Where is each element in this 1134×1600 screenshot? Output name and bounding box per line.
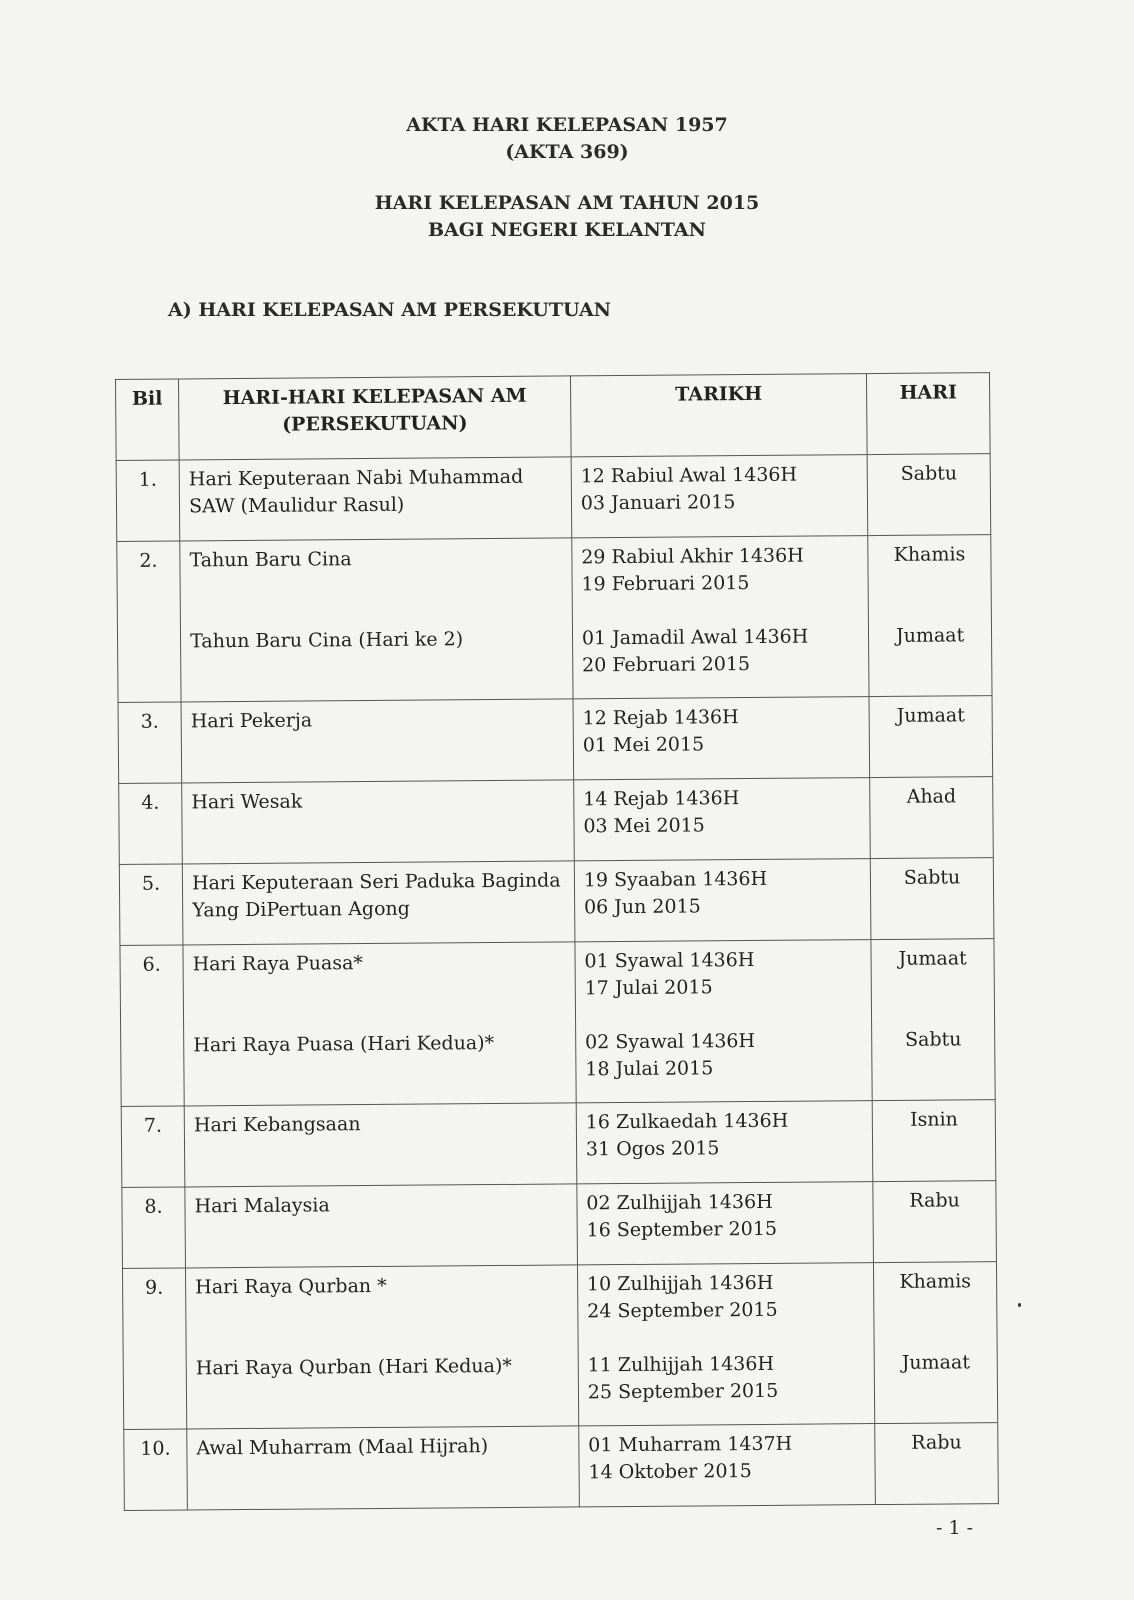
weekday: Khamis — [893, 543, 966, 566]
hijri-date: 01 Jamadil Awal 1436H — [581, 625, 809, 650]
weekday: Isnin — [909, 1108, 958, 1131]
hijri-date: 01 Muharram 1437H — [588, 1432, 793, 1457]
weekday: Sabtu — [905, 1028, 962, 1051]
holiday-name-cell — [182, 780, 574, 864]
holiday-name: Hari Pekerja — [190, 709, 313, 733]
table-header-row — [116, 373, 991, 461]
holiday-name: Hari Raya Qurban (Hari Kedua)* — [195, 1354, 512, 1380]
row-number: 4. — [119, 783, 183, 864]
holiday-date-cell — [573, 697, 870, 780]
holiday-name-cell — [181, 699, 573, 783]
holiday-table-body — [116, 454, 998, 1511]
weekday: Jumaat — [896, 704, 965, 727]
column-header-name-line1: HARI-HARI KELEPASAN AM — [222, 384, 527, 410]
table-row — [120, 939, 995, 1107]
row-number: 6. — [120, 945, 184, 1106]
hijri-date: 02 Syawal 1436H — [585, 1029, 756, 1054]
holiday-title: HARI KELEPASAN AM TAHUN 2015 — [374, 192, 760, 214]
holiday-date-cell — [572, 536, 870, 699]
holiday-date-cell — [576, 1101, 873, 1184]
hijri-date: 02 Zulhijjah 1436H — [586, 1190, 773, 1215]
holiday-name-cell — [186, 1265, 579, 1429]
gregorian-date: 24 September 2015 — [587, 1298, 778, 1323]
table-row — [121, 1100, 996, 1188]
weekday: Ahad — [906, 785, 957, 808]
holiday-name-cell — [179, 457, 571, 541]
holiday-name-cell — [180, 538, 573, 702]
holiday-name-cell — [184, 1103, 576, 1187]
hijri-date: 10 Zulhijjah 1436H — [586, 1271, 774, 1296]
holiday-name-line2: SAW (Maulidur Rasul) — [189, 493, 405, 518]
holiday-name: Hari Keputeraan Nabi Muhammad — [188, 465, 524, 491]
holiday-name: Hari Raya Qurban * — [195, 1274, 387, 1299]
weekday: Khamis — [899, 1270, 972, 1293]
row-number: 7. — [121, 1106, 185, 1187]
gregorian-date: 01 Mei 2015 — [582, 733, 705, 757]
gregorian-date: 31 Ogos 2015 — [585, 1137, 720, 1161]
row-number: 2. — [117, 541, 181, 702]
table-row — [118, 696, 993, 784]
holiday-name-line2: Yang DiPertuan Agong — [192, 897, 410, 922]
weekday: Jumaat — [895, 624, 965, 647]
holiday-name-cell — [187, 1426, 579, 1510]
table-row — [119, 858, 994, 946]
holiday-day-cell — [871, 939, 995, 1101]
act-title-block — [0, 112, 1134, 166]
holiday-name: Hari Keputeraan Seri Paduka Baginda — [191, 869, 561, 895]
gregorian-date: 06 Jun 2015 — [583, 895, 701, 919]
holiday-name-cell — [183, 942, 576, 1106]
gregorian-date: 03 Mei 2015 — [583, 814, 705, 838]
holiday-date-cell — [571, 455, 868, 538]
column-header-name — [179, 376, 571, 460]
weekday: Rabu — [911, 1431, 962, 1454]
holiday-day-cell — [875, 1423, 998, 1505]
holiday-day-cell — [872, 1100, 995, 1182]
row-number: 5. — [119, 864, 183, 945]
row-number: 3. — [118, 702, 182, 783]
holiday-day-cell — [869, 696, 992, 778]
weekday: Sabtu — [900, 462, 958, 485]
hijri-date: 12 Rejab 1436H — [582, 706, 739, 730]
table-row — [117, 535, 992, 703]
holiday-title-block — [0, 190, 1134, 244]
holiday-date-cell — [577, 1263, 875, 1426]
page-number: - 1 - — [936, 1517, 974, 1539]
table-row — [122, 1181, 997, 1269]
section-heading: A) HARI KELEPASAN AM PERSEKUTUAN — [168, 299, 612, 321]
holiday-day-cell — [868, 535, 992, 697]
holiday-name-cell — [185, 1184, 577, 1268]
holiday-name: Tahun Baru Cina — [189, 548, 352, 572]
holiday-date-cell — [579, 1424, 876, 1507]
weekday: Rabu — [909, 1189, 960, 1212]
gregorian-date: 19 Februari 2015 — [581, 572, 750, 596]
weekday: Jumaat — [901, 1351, 971, 1374]
hijri-date: 29 Rabiul Akhir 1436H — [581, 544, 804, 569]
holiday-name: Tahun Baru Cina (Hari ke 2) — [190, 628, 464, 653]
row-number: 1. — [116, 460, 180, 541]
column-header-date: TARIKH — [570, 374, 867, 457]
column-header-day: HARI — [867, 373, 990, 455]
weekday: Sabtu — [903, 866, 961, 889]
holiday-day-cell — [873, 1181, 996, 1263]
row-number: 10. — [124, 1429, 188, 1510]
gregorian-date: 25 September 2015 — [587, 1379, 779, 1404]
column-header-name-line2: (PERSEKUTUAN) — [282, 412, 468, 436]
table-row — [122, 1262, 997, 1430]
table-row — [119, 777, 994, 865]
holiday-day-cell — [870, 777, 993, 859]
hijri-date: 01 Syawal 1436H — [584, 948, 755, 973]
holiday-date-cell — [574, 778, 871, 861]
holiday-day-cell — [874, 1262, 998, 1424]
holiday-day-cell — [867, 454, 990, 536]
table-row — [124, 1423, 999, 1511]
holiday-name: Hari Raya Puasa* — [192, 952, 363, 976]
holiday-name: Hari Malaysia — [194, 1194, 330, 1218]
gregorian-date: 20 Februari 2015 — [582, 653, 751, 677]
holiday-date-cell — [577, 1182, 874, 1265]
gregorian-date: 16 September 2015 — [586, 1217, 778, 1242]
holiday-day-cell — [871, 858, 994, 940]
hijri-date: 14 Rejab 1436H — [583, 787, 740, 811]
weekday: Jumaat — [898, 947, 967, 970]
scan-speck — [1018, 1303, 1021, 1307]
holiday-name: Hari Kebangsaan — [193, 1113, 361, 1137]
hijri-date: 12 Rabiul Awal 1436H — [580, 463, 798, 488]
table-row — [116, 454, 991, 542]
holiday-table — [115, 372, 999, 1511]
hijri-date: 19 Syaaban 1436H — [583, 867, 768, 892]
holiday-date-cell — [574, 859, 871, 942]
holiday-name: Hari Wesak — [191, 790, 303, 814]
holiday-date-cell — [575, 940, 873, 1103]
gregorian-date: 03 Januari 2015 — [580, 491, 736, 515]
gregorian-date: 14 Oktober 2015 — [588, 1460, 752, 1484]
act-number: (AKTA 369) — [505, 141, 629, 163]
column-header-bil: Bil — [116, 379, 180, 460]
row-number: 9. — [122, 1268, 186, 1429]
row-number: 8. — [122, 1187, 186, 1268]
hijri-date: 16 Zulkaedah 1436H — [585, 1109, 789, 1134]
hijri-date: 11 Zulhijjah 1436H — [587, 1352, 775, 1377]
holiday-name: Hari Raya Puasa (Hari Kedua)* — [193, 1032, 495, 1057]
holiday-name: Awal Muharram (Maal Hijrah) — [196, 1435, 489, 1460]
gregorian-date: 18 Julai 2015 — [585, 1057, 714, 1081]
state-title: BAGI NEGERI KELANTAN — [427, 219, 707, 241]
gregorian-date: 17 Julai 2015 — [584, 976, 713, 1000]
act-title: AKTA HARI KELEPASAN 1957 — [406, 114, 728, 136]
holiday-name-cell — [182, 861, 574, 945]
